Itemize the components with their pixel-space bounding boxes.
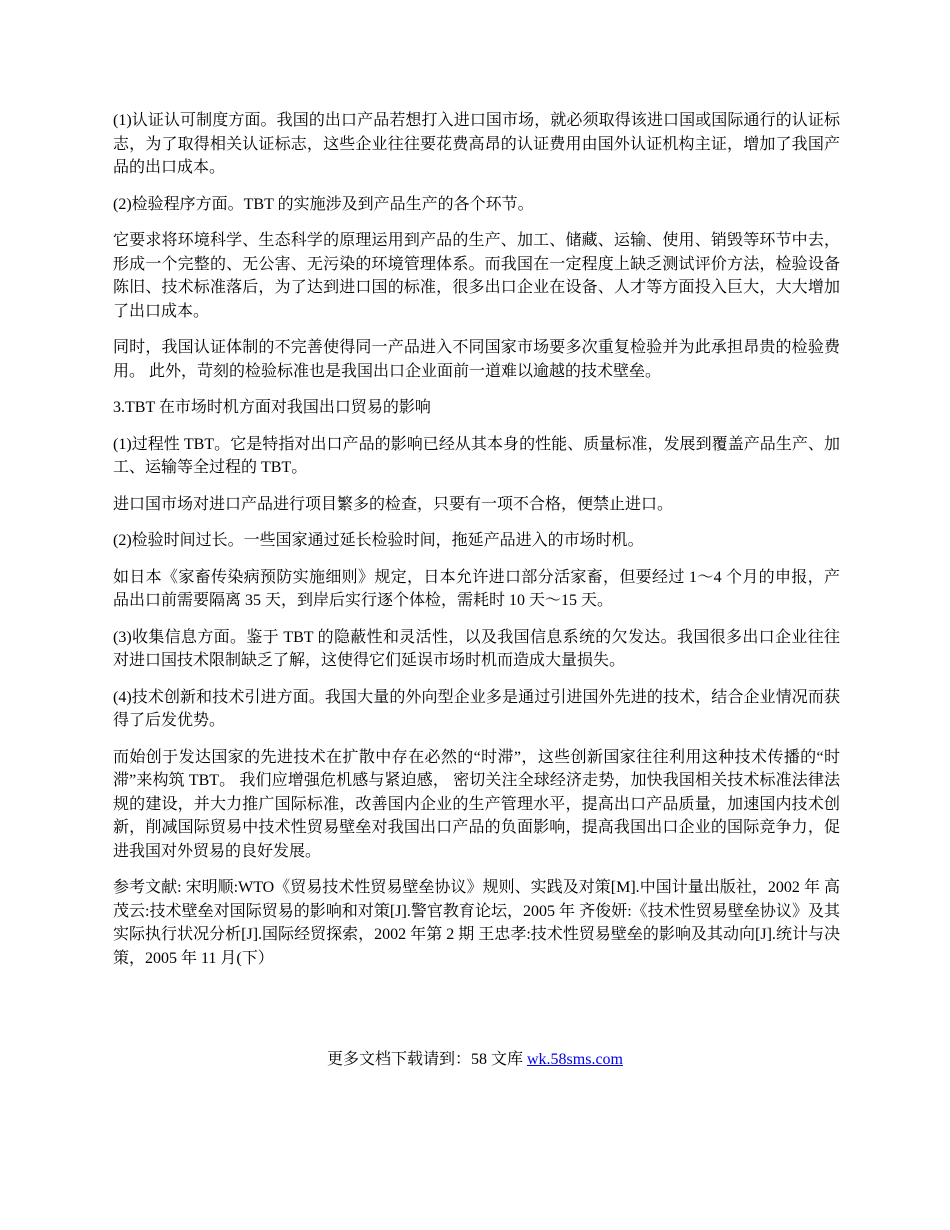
paragraph-japan-example: 如日本《家畜传染病预防实施细则》规定，日本允许进口部分活家畜，但要经过 1～4 个月的申报，产品出口前需要隔离 35 天，到岸后实行逐个体检，需耗时 10 天～15 天。 — [113, 568, 840, 609]
footer-link[interactable]: wk.58sms.com — [527, 1051, 623, 1068]
paragraph-inspection-time: (2)检验时间过长。一些国家通过延长检验时间，拖延产品进入的市场时机。 — [113, 532, 644, 549]
paragraph-certification: (1)认证认可制度方面。我国的出口产品若想打入进口国市场，就必须取得该进口国或国际通行的认证标志，为了取得相关认证标志，这些企业往往要花费高昂的认证费用由国外认证机构主证，增加了我国产品的出口成本。 — [113, 112, 840, 176]
footer-text: 更多文档下载请到：58 文库 — [326, 1051, 527, 1068]
paragraph-inspection-procedure: (2)检验程序方面。TBT 的实施涉及到产品生产的各个环节。 — [113, 195, 534, 213]
document-body — [113, 109, 840, 983]
section-heading-market-timing: 3.TBT 在市场时机方面对我国出口贸易的影响 — [113, 399, 431, 416]
paragraph-technology-innovation: (4)技术创新和技术引进方面。我国大量的外向型企业多是通过引进国外先进的技术，结合企业情况而获得了后发优势。 — [113, 688, 840, 729]
paragraph-process-tbt: (1)过程性 TBT。它是特指对出口产品的影响已经从其本身的性能、质量标准，发展到覆盖产品生产、加工、运输等全过程的 TBT。 — [113, 435, 840, 476]
paragraph-repeated-inspection: 同时，我国认证体制的不完善使得同一产品进入不同国家市场要多次重复检验并为此承担昂贵的检验费用。 此外，苛刻的检验标准也是我国出口企业面前一道难以逾越的技术壁垒。 — [113, 339, 840, 380]
paragraph-import-inspection: 进口国市场对进口产品进行项目繁多的检查，只要有一项不合格，便禁止进口。 — [113, 495, 674, 513]
paragraph-information-collection: (3)收集信息方面。鉴于 TBT 的隐蔽性和灵活性，以及我国信息系统的欠发达。我国很多出口企业往往对进口国技术限制缺乏了解，这使得它们延误市场时机而造成大量损失。 — [113, 628, 840, 669]
paragraph-time-lag: 而始创于发达国家的先进技术在扩散中存在必然的“时滞”，这些创新国家往往利用这种技术传播的“时滞”来构筑 TBT。 我们应增强危机感与紧迫感， 密切关注全球经济走势，加快我国相关技术标准法律法规的建设，并大力推广国际标准，改善国内企业的生产管理水平，提高出口产品质量，加速国内技术创新，削减国际贸易中技术性贸易壁垒对我国出口产品的负面影响，提高我国出口企业的国际竞争力，促进我国对外贸易的良好发展。 — [113, 748, 840, 860]
paragraph-environment-management: 它要求将环境科学、生态科学的原理运用到产品的生产、加工、储藏、运输、使用、销毁等环节中去，形成一个完整的、无公害、无污染的环境管理体系。而我国在一定程度上缺乏测试评价方法，检验设备陈旧、技术标准落后，为了达到进口国的标准，很多出口企业在设备、人才等方面投入巨大，大大增加了出口成本。 — [113, 232, 840, 320]
paragraph-references: 参考文献: 宋明顺:WTO《贸易技术性贸易壁垒协议》规则、实践及对策[M].中国计量出版社，2002 年 高茂云:技术壁垒对国际贸易的影响和对策[J].警官教育论坛，2005 年 齐俊妍:《技术性贸易壁垒协议》及其实际执行状况分析[J].国际经贸探索，2002 年第 2 期 王忠孝:技术性贸易壁垒的影响及其动向[J].统计与决策，2005 年 11 月(下） — [113, 879, 840, 967]
download-footer — [0, 1048, 950, 1071]
